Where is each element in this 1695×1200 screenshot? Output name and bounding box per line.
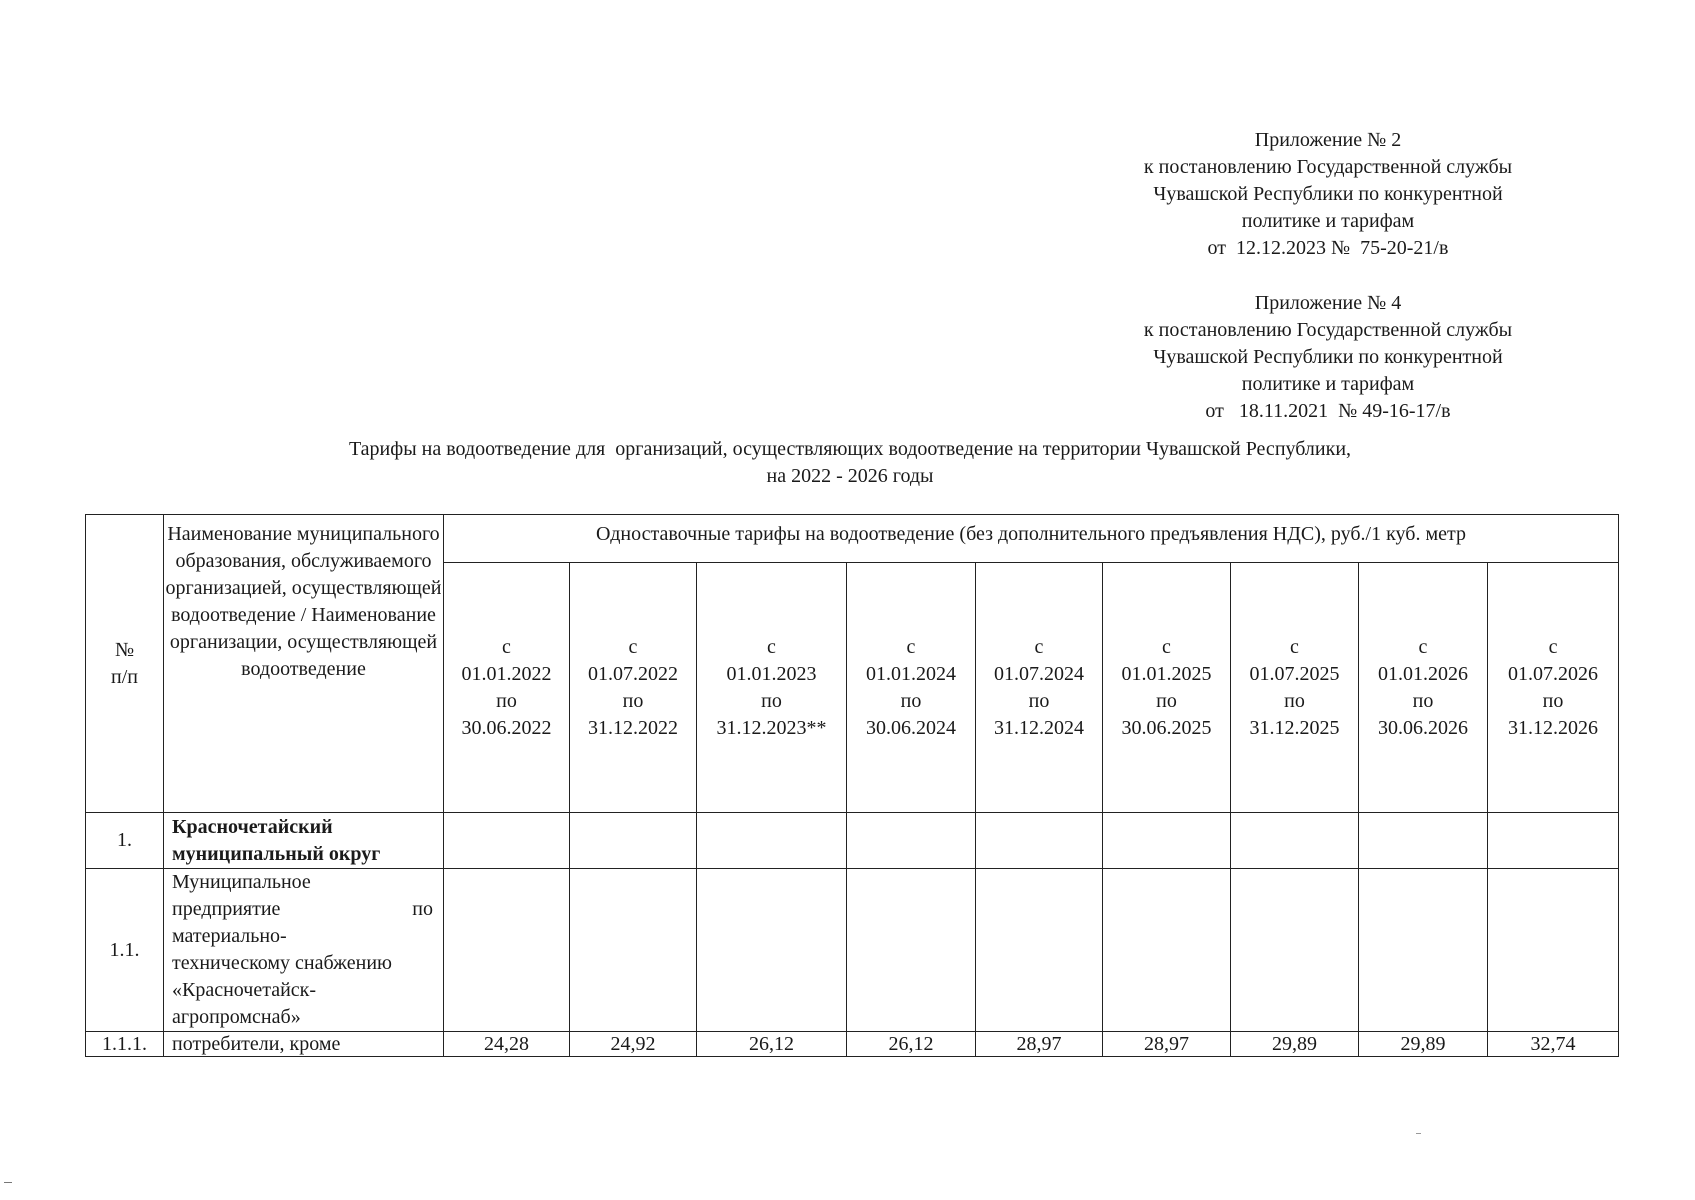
period-c: с [906, 635, 916, 658]
period-from: 01.01.2025 [1121, 662, 1212, 685]
document-title-years: на 2022 - 2026 годы [766, 465, 934, 487]
organization-name-line [172, 896, 433, 923]
period-po: по [1028, 689, 1050, 712]
period-from: 01.07.2026 [1508, 662, 1599, 685]
period-c: с [628, 635, 638, 658]
tariff-value: 26,12 [847, 1032, 976, 1057]
tariff-cell [1103, 869, 1231, 1032]
tariff-value: 28,97 [1103, 1032, 1231, 1057]
tariff-cell [1231, 813, 1359, 869]
tariff-cell [1231, 869, 1359, 1032]
document-title [200, 436, 1500, 490]
header-number-sign: № [114, 638, 135, 661]
period-po: по [761, 689, 782, 712]
period-cell [1103, 563, 1231, 813]
period-po: по [496, 689, 517, 712]
period-to: 31.12.2025 [1249, 716, 1340, 739]
period-to: 31.12.2023** [716, 716, 827, 739]
tariff-cell [570, 869, 697, 1032]
period-c: с [1418, 635, 1428, 658]
appendix-4-line: Чувашской Республики по конкурентной [1153, 346, 1503, 368]
period-cell [697, 563, 847, 813]
header-number-abbr: п/п [111, 665, 138, 688]
tariff-cell [1488, 813, 1619, 869]
tariff-cell [847, 813, 976, 869]
period-c: с [1548, 635, 1558, 658]
appendix-4-header [1068, 290, 1588, 425]
consumer-category: потребители, кроме [164, 1032, 444, 1057]
header-name-cell: Наименование муниципального образования, обслуживаемого организацией, осуществляющей водоотведение / Наименование организации, осуществляющей водоотведение [164, 515, 444, 813]
header-tariff-group: Одноставочные тарифы на водоотведение (без дополнительного предъявления НДС), руб./1 куб. метр [444, 515, 1619, 563]
organization-word: предприятие [172, 898, 281, 920]
period-po: по [1284, 689, 1305, 712]
organization-word: по [412, 898, 433, 920]
appendix-2-line: политике и тарифам [1241, 210, 1415, 232]
period-to: 31.12.2026 [1508, 716, 1599, 739]
organization-name-line: техническому снабжению [172, 952, 392, 974]
period-to: 30.06.2025 [1121, 716, 1212, 739]
tariff-cell [444, 813, 570, 869]
appendix-4-date-number: от 18.11.2021 № 49-16-17/в [1205, 400, 1451, 422]
municipality-name: Красночетайский муниципальный округ [164, 813, 444, 869]
tariff-cell [444, 869, 570, 1032]
period-cell [1359, 563, 1488, 813]
appendix-4-line: к постановлению Государственной службы [1143, 319, 1513, 341]
organization-name-line: агропромснаб» [172, 1006, 301, 1028]
tariff-cell [697, 813, 847, 869]
row-number: 1. [86, 813, 164, 869]
period-po: по [900, 689, 922, 712]
period-c: с [1290, 635, 1299, 658]
period-c: с [767, 635, 776, 658]
tariff-value: 26,12 [697, 1032, 847, 1057]
table-row [86, 869, 1619, 1032]
tariff-cell [570, 813, 697, 869]
period-c: с [1162, 635, 1171, 658]
period-po: по [622, 689, 644, 712]
table-row [86, 1032, 1619, 1057]
period-cell [847, 563, 976, 813]
tariff-cell [1488, 869, 1619, 1032]
tariff-value: 32,74 [1488, 1032, 1619, 1057]
period-from: 01.01.2022 [461, 662, 552, 685]
tariff-cell [697, 869, 847, 1032]
document-title-line: Тарифы на водоотведение для организаций, осуществляющих водоотведение на территории Чувашской Республики, [348, 438, 1352, 460]
scan-mark [1416, 1133, 1421, 1134]
tariff-value: 24,28 [444, 1032, 570, 1057]
row-number: 1.1. [86, 869, 164, 1032]
tariff-value: 29,89 [1231, 1032, 1359, 1057]
organization-name-line: «Красночетайск- [172, 979, 317, 1001]
tariff-cell [847, 869, 976, 1032]
appendix-2-date-number: от 12.12.2023 № 75-20-21/в [1207, 237, 1449, 259]
appendix-2-line: Чувашской Республики по конкурентной [1153, 183, 1503, 205]
period-to: 30.06.2026 [1378, 716, 1468, 739]
period-cell [444, 563, 570, 813]
tariff-value: 29,89 [1359, 1032, 1488, 1057]
period-to: 31.12.2024 [994, 716, 1084, 739]
tariff-table [85, 514, 1619, 1057]
period-from: 01.07.2024 [994, 662, 1084, 685]
organization-name-line: материально- [172, 925, 287, 947]
organization-name-line: Муниципальное [172, 871, 311, 893]
period-to: 30.06.2024 [866, 716, 956, 739]
period-po: по [1412, 689, 1434, 712]
tariff-cell [1103, 813, 1231, 869]
period-from: 01.07.2022 [588, 662, 678, 685]
tariff-cell [976, 869, 1103, 1032]
appendix-2-line: к постановлению Государственной службы [1143, 156, 1513, 178]
scan-mark [4, 1182, 12, 1183]
tariff-cell [1359, 869, 1488, 1032]
tariff-value: 24,92 [570, 1032, 697, 1057]
appendix-4-line: политике и тарифам [1241, 373, 1415, 395]
period-po: по [1542, 689, 1564, 712]
period-to: 31.12.2022 [588, 716, 678, 739]
appendix-4-title: Приложение № 4 [1254, 292, 1402, 314]
appendix-2-title: Приложение № 2 [1254, 129, 1402, 151]
period-cell [1231, 563, 1359, 813]
table-header-row [86, 515, 1619, 563]
period-c: с [502, 635, 511, 658]
period-po: по [1156, 689, 1177, 712]
row-number: 1.1.1. [86, 1032, 164, 1057]
period-cell [1488, 563, 1619, 813]
header-number-cell [86, 515, 164, 813]
period-from: 01.07.2025 [1249, 662, 1340, 685]
organization-name [164, 869, 444, 1032]
period-c: с [1034, 635, 1044, 658]
tariff-value: 28,97 [976, 1032, 1103, 1057]
table-row [86, 813, 1619, 869]
period-cell [976, 563, 1103, 813]
tariff-cell [1359, 813, 1488, 869]
period-from: 01.01.2026 [1378, 662, 1468, 685]
tariff-cell [976, 813, 1103, 869]
period-cell [570, 563, 697, 813]
period-from: 01.01.2024 [866, 662, 956, 685]
period-from: 01.01.2023 [726, 662, 817, 685]
appendix-2-header [1068, 127, 1588, 262]
period-to: 30.06.2022 [461, 716, 552, 739]
